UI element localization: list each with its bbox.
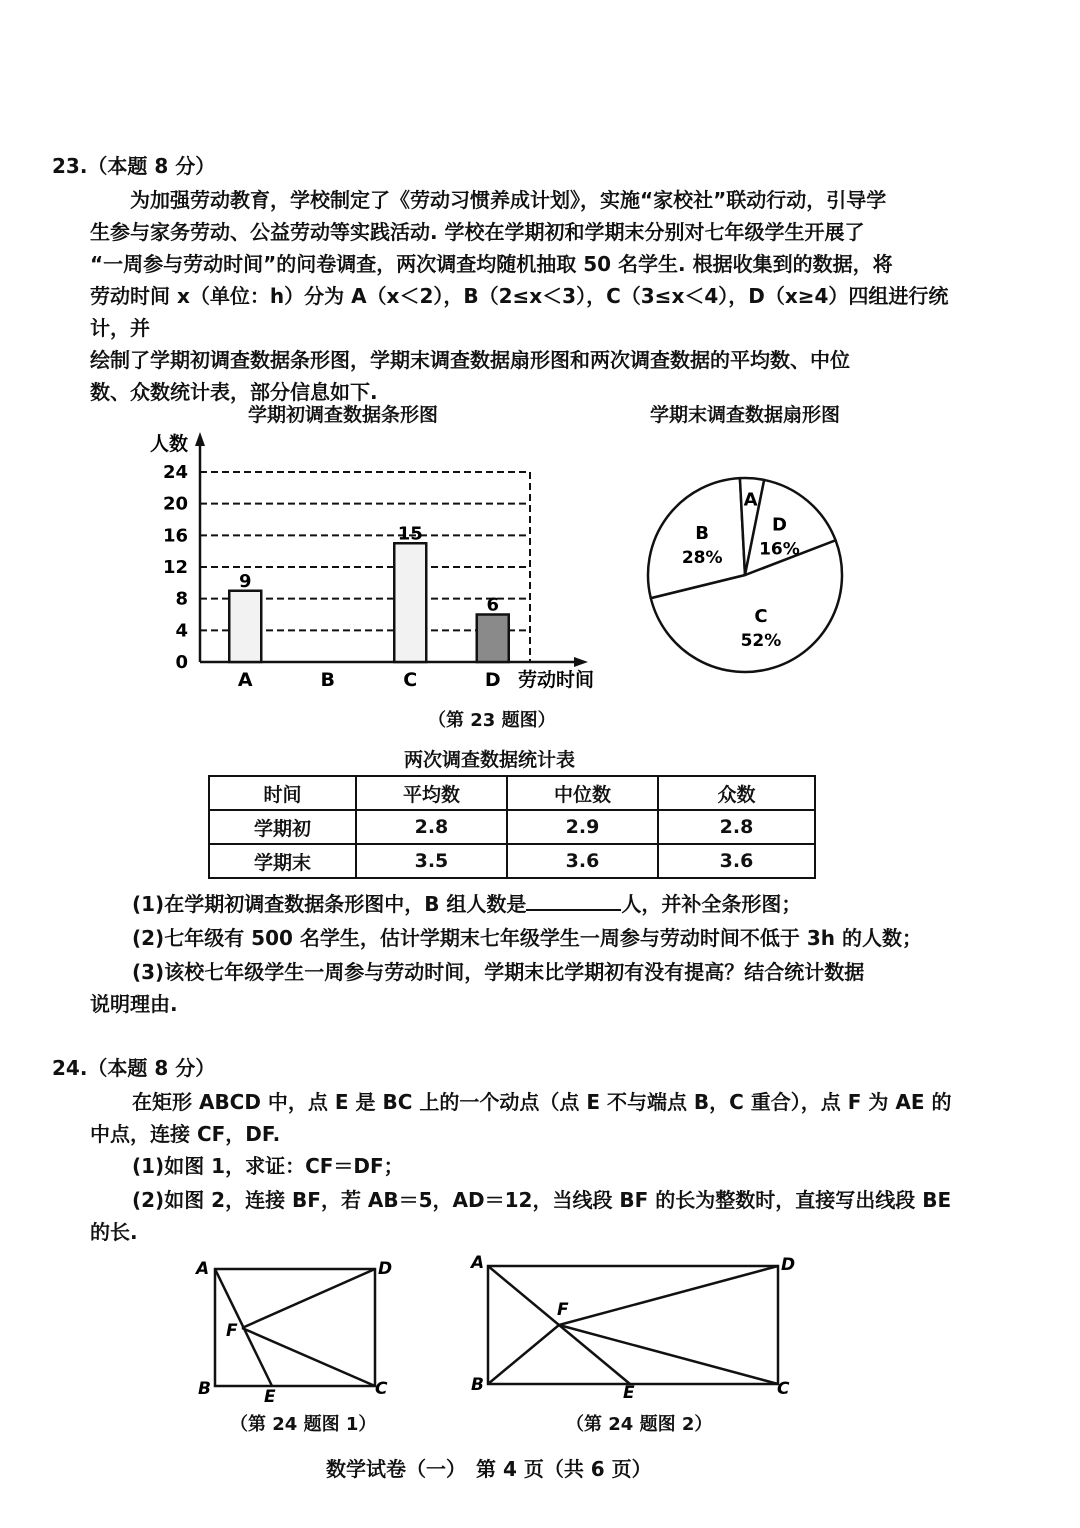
q23-line-6: 数、众数统计表，部分信息如下. <box>90 380 378 404</box>
fig2-caption: （第 24 题图 2） <box>566 1414 713 1435</box>
fig2-label-d: D <box>781 1255 796 1275</box>
table-cell: 3.6 <box>658 844 815 878</box>
q23-line-3: “一周参与劳动时间”的问卷调查，两次调查均随机抽取 50 名学生. 根据收集到的数据，将 <box>90 252 893 276</box>
fig2-label-c: C <box>777 1379 790 1399</box>
table-row <box>209 844 815 878</box>
table-header-cell: 众数 <box>658 776 815 810</box>
table-cell: 3.5 <box>356 844 507 878</box>
q23-figure-caption: （第 23 题图） <box>428 710 556 731</box>
pie-slice-label: C <box>754 605 768 627</box>
pie-slice-label: B <box>695 523 710 545</box>
bar-x-axis-arrow <box>574 657 588 667</box>
q23-line-4: 劳动时间 x（单位：h）分为 A（x＜2），B（2≤x＜3），C（3≤x＜4），D（x≥4）四组进行统计，并 <box>90 284 949 340</box>
fig2-label-a: A <box>471 1253 485 1273</box>
bar-ytick-label: 8 <box>175 588 188 610</box>
bar-D <box>477 615 509 663</box>
fig1-label-e: E <box>264 1387 276 1404</box>
answer-blank[interactable] <box>526 889 621 911</box>
figure-24-1 <box>190 1254 410 1404</box>
q23-line-5: 绘制了学期初调查数据条形图，学期末调查数据扇形图和两次调查数据的平均数、中位 <box>90 348 850 372</box>
fig1-label-c: C <box>375 1379 388 1399</box>
fig1-label-b: B <box>198 1379 211 1399</box>
bar-ytick-label: 24 <box>162 462 188 483</box>
bar-category-label: C <box>403 669 418 691</box>
stats-table <box>208 775 816 879</box>
q23-line-2: 生参与家务劳动、公益劳动等实践活动. 学校在学期初和学期末分别对七年级学生开展了 <box>90 220 865 244</box>
pie-slice-percent: 52% <box>740 630 782 651</box>
table-cell: 学期末 <box>209 844 356 878</box>
table-header-cell: 平均数 <box>356 776 507 810</box>
table-cell: 2.8 <box>356 810 507 844</box>
bar-data-label: 6 <box>486 594 500 616</box>
bar-ytick-label: 4 <box>175 620 188 642</box>
q23-line-1: 为加强劳动教育，学校制定了《劳动习惯养成计划》，实施“家校社”联动行动，引导学 <box>130 188 887 212</box>
bar-chart-title: 学期初调查数据条形图 <box>248 404 439 426</box>
q23-paragraph <box>90 184 970 408</box>
bar-category-label: A <box>237 669 253 691</box>
figure-24-2 <box>465 1250 805 1402</box>
bar-chart-xlabel: 劳动时间 <box>518 669 595 691</box>
q24-para-line2: 中点，连接 CF，DF. <box>90 1122 281 1146</box>
table-cell: 2.9 <box>507 810 658 844</box>
bar-data-label: 15 <box>397 523 423 545</box>
pie-slice-percent: 28% <box>681 548 723 569</box>
q24-sub2-line2: 的长. <box>90 1220 138 1244</box>
bar-C <box>394 543 426 662</box>
fig1-caption: （第 24 题图 1） <box>230 1414 377 1435</box>
q23-sub1-text-b: 人，并补全条形图； <box>621 892 802 916</box>
table-header-row <box>209 776 815 810</box>
table-cell: 2.8 <box>658 810 815 844</box>
q23-sub1 <box>132 888 801 920</box>
fig1-label-f: F <box>226 1321 238 1341</box>
bar-y-axis-arrow <box>195 432 205 446</box>
pie-slice-label: A <box>743 489 758 511</box>
q23-header: 23.（本题 8 分） <box>52 154 216 178</box>
page-footer: 数学试卷（一） 第 4 页（共 6 页） <box>326 1457 652 1481</box>
bar-ytick-label: 20 <box>162 493 188 515</box>
pie-slice-percent: 16% <box>759 539 800 560</box>
q23-sub1-text-a: (1)在学期初调查数据条形图中，B 组人数是 <box>132 892 527 916</box>
fig1-label-a: A <box>196 1259 210 1279</box>
bar-chart <box>140 430 610 700</box>
pie-chart <box>630 460 860 690</box>
q23-sub3-line1: (3)该校七年级学生一周参与劳动时间，学期末比学期初有没有提高？结合统计数据 <box>132 960 865 984</box>
bar-A <box>229 591 261 662</box>
bar-data-label: 9 <box>238 570 252 592</box>
bar-ytick-label: 12 <box>162 557 188 578</box>
table-cell: 3.6 <box>507 844 658 878</box>
fig2-label-b: B <box>471 1375 484 1395</box>
table-row <box>209 810 815 844</box>
fig1-label-d: D <box>378 1259 393 1279</box>
stats-table-title: 两次调查数据统计表 <box>404 749 576 771</box>
table-cell: 学期初 <box>209 810 356 844</box>
bar-chart-ylabel: 人数 <box>150 433 189 455</box>
bar-ytick-label: 0 <box>175 652 188 673</box>
q24-sub2-line1: (2)如图 2，连接 BF，若 AB＝5，AD＝12，当线段 BF 的长为整数时，直接写出线段 BE <box>132 1188 952 1212</box>
table-header-cell: 中位数 <box>507 776 658 810</box>
fig2-label-e: E <box>623 1383 635 1402</box>
bar-category-label: B <box>320 669 335 691</box>
pie-chart-title: 学期末调查数据扇形图 <box>650 404 841 426</box>
q24-para-line1: 在矩形 ABCD 中，点 E 是 BC 上的一个动点（点 E 不与端点 B，C 重合），点 F 为 AE 的 <box>132 1090 952 1114</box>
pie-slice-label: D <box>771 514 787 536</box>
bar-ytick-label: 16 <box>162 525 188 547</box>
q23-sub2: (2)七年级有 500 名学生，估计学期末七年级学生一周参与劳动时间不低于 3h 的人数； <box>132 926 922 950</box>
q24-header: 24.（本题 8 分） <box>52 1056 216 1080</box>
q24-sub1: (1)如图 1，求证：CF＝DF； <box>132 1154 404 1178</box>
fig2-label-f: F <box>557 1300 569 1320</box>
table-header-cell: 时间 <box>209 776 356 810</box>
bar-category-label: D <box>484 669 501 691</box>
q23-sub3-line2: 说明理由. <box>90 992 178 1016</box>
